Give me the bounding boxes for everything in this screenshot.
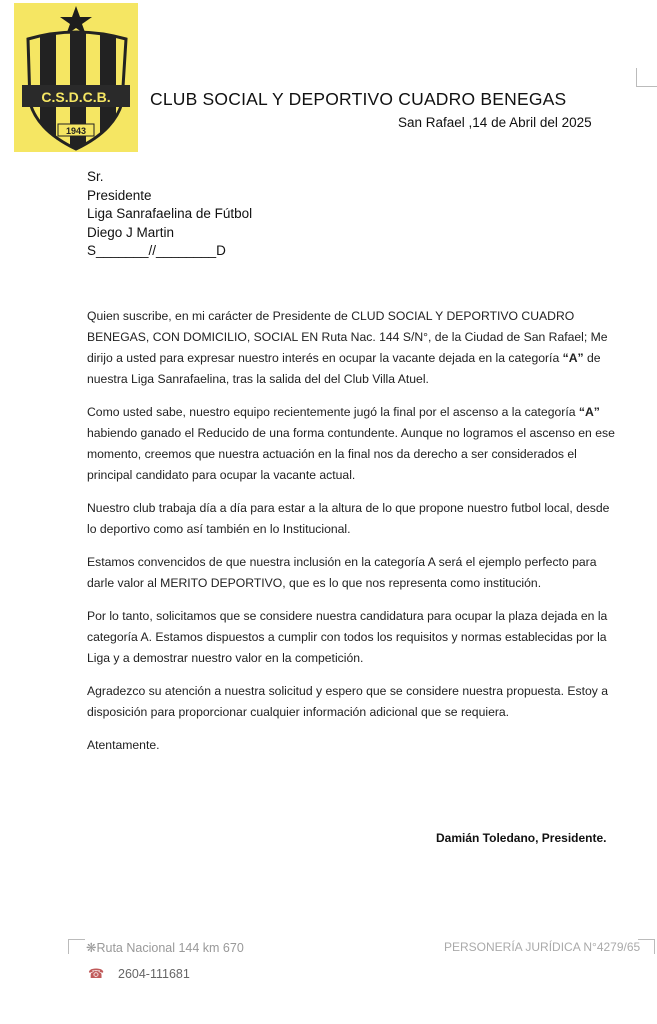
body-paragraph-4: Estamos convencidos de que nuestra inclusión en la categoría A será el ejemplo perfecto para darle valor al MERITO DEPORTIVO, que es lo que nos representa como institución. xyxy=(87,555,597,590)
logo-initials: C.S.D.C.B. xyxy=(41,89,111,105)
signature: Damián Toledano, Presidente. xyxy=(436,831,607,845)
recipient-role: Presidente xyxy=(87,187,152,203)
body-paragraph-6: Agradezco su atención a nuestra solicitud y espero que se considere nuestra propuesta. Estoy a disposición para proporcionar cualquier información adicional que se requiera. xyxy=(87,684,608,719)
logo-year: 1943 xyxy=(65,126,87,136)
body-paragraph-1: Quien suscribe, en mi carácter de Presidente de CLUD SOCIAL Y DEPORTIVO CUADRO BENEGAS, CON DOMICILIO, SOCIAL EN Ruta Nac. 144 S/N°, de la Ciudad de San Rafael; Me dirijo a usted para expresar nuestro interés en ocupar la vacante dejada en la categoría “A” de nuestra Liga Sanrafaelina, tras la salida del del Club Villa Atuel. xyxy=(87,309,608,386)
page-corner-mark xyxy=(636,68,657,87)
recipient-block xyxy=(87,168,252,261)
club-name-heading: CLUB SOCIAL Y DEPORTIVO CUADRO BENEGAS xyxy=(150,89,567,109)
body-paragraph-5: Por lo tanto, solicitamos que se considere nuestra candidatura para ocupar la plaza dejada en la categoría A. Estamos dispuestos a cumplir con todos los requisitos y normas establecidas por la Liga y a demostrar nuestro valor en la competición. xyxy=(87,609,608,665)
recipient-sd-line: S_______//________D xyxy=(87,243,226,258)
letter-body xyxy=(87,306,615,768)
footer-address: ❋Ruta Nacional 144 km 670 xyxy=(86,941,244,955)
asterisk-icon: ❋ xyxy=(86,941,97,955)
footer-corner-left xyxy=(68,939,85,954)
footer-legal: PERSONERÍA JURÍDICA N°4279/65 xyxy=(444,940,641,954)
footer-corner-right xyxy=(638,939,655,954)
letter-date: San Rafael ,14 de Abril del 2025 xyxy=(398,115,592,130)
recipient-salutation: Sr. xyxy=(87,169,104,184)
closing: Atentamente. xyxy=(87,738,160,752)
recipient-organization: Liga Sanrafaelina de Fútbol xyxy=(87,206,253,221)
telephone-icon: ☎ xyxy=(88,966,105,981)
phone-number: 2604-111681 xyxy=(118,967,190,981)
footer-phone xyxy=(88,966,190,982)
body-paragraph-2: Como usted sabe, nuestro equipo recientemente jugó la final por el ascenso a la categoría “A” habiendo ganado el Reducido de una forma contundente. Aunque no logramos el ascenso en ese momento, creemos que nuestra actuación en la final nos da derecho a ser considerados el principal candidato para ocupar la vacante actual. xyxy=(87,405,615,482)
recipient-name: Diego J Martin xyxy=(87,224,175,240)
club-logo xyxy=(14,3,138,152)
body-paragraph-3: Nuestro club trabaja día a día para estar a la altura de lo que propone nuestro futbol local, desde lo deportivo como así también en lo Institucional. xyxy=(87,501,610,536)
